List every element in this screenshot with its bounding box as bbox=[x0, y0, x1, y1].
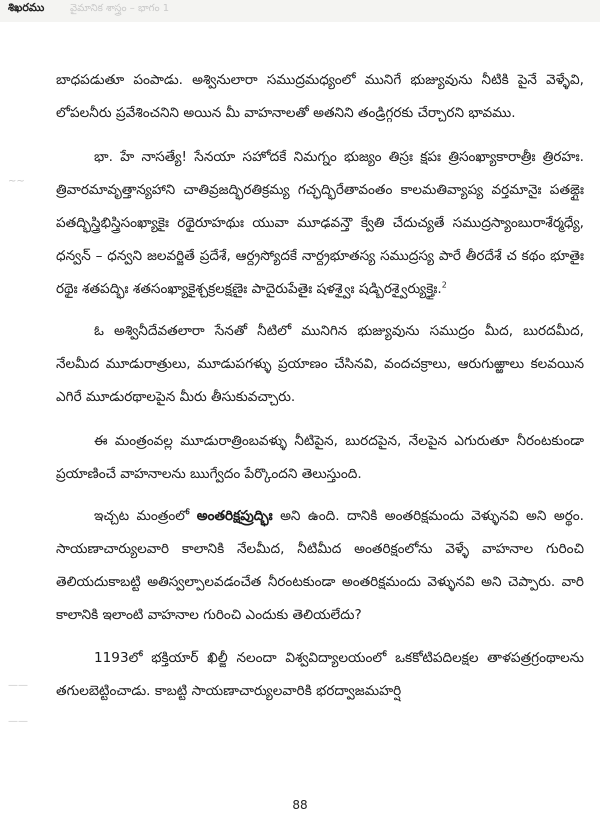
running-header-faint-text: వైమానిక శాస్త్రం – భాగం 1 bbox=[70, 3, 170, 14]
margin-bleed-mark: ~~ bbox=[8, 176, 25, 187]
paragraph-1: బాధపడుతూ పంపాడు. అశ్వినులారా సముద్రమధ్యంలో మునిగే భుజ్యువును నీటికి పైనే వెళ్ళేవి, లోపలనీరు ప్రవేశించనిని అయిన మీ వాహనాలతో అతనిని తండ్రిగ్గరకు చేర్చారని భావము. bbox=[56, 72, 584, 121]
page-header bbox=[0, 0, 600, 22]
page-body bbox=[56, 64, 584, 708]
page-number: 88 bbox=[292, 798, 308, 812]
paragraph-3: ఓ అశ్వినీదేవతలారా సేనతో నీటిలో మునిగిన భుజ్యువును సముద్రం మీద, బురదమీద, నేలమీద మూడురాత్రులు, మూడుపగళ్ళు ప్రయాణం చేసినవి, వందచక్రాలు, ఆరుగుఱ్ఱాలు కలవయిన ఎగిరే మూడురథాలపైన మీరు తీసుకువచ్చారు. bbox=[56, 323, 584, 405]
bold-term: అంతరిక్షప్రుద్భిః bbox=[196, 508, 273, 524]
margin-bleed-mark: —— bbox=[8, 716, 28, 727]
paragraph-5-before: ఇచ్చట మంత్రంలో bbox=[94, 508, 190, 524]
paragraph-4: ఈ మంత్రంవల్ల మూడురాత్రింబవళ్ళు నీటిపైన, బురదపైన, నేలపైన ఎగురుతూ నీరంటకుండా ప్రయాణించే వాహనాలను ఋగ్వేదం పేర్కొందని తెలుస్తుంది. bbox=[56, 433, 584, 482]
paragraph-2-text: భా. హే నాసత్యే! సేనయా సహోదకే నిమగ్నం భుజ్యం తిస్రః క్షపః త్రిసంఖ్యాకారాత్రీః త్రిరహః. త్రివారమావృత్తాన్యహాని చాతివ్రజద్భిరతిక్రమ్య గచ్ఛద్భిరేతావంతం కాలమతివ్యాప్య వర్తమానైః పతఙ్గైః పతద్భిస్త్రిభిస్త్రిసంఖ్యాకైః రథైరూహథుః యువా మూఢవన్తౌ క్వేతి చేదుచ్యతే సముద్రస్యాంబురాశేర్మధ్యే, ధన్వన్ – ధన్వని జలవర్జితే ప్రదేశే, ఆర్ద్రస్యోదకే నార్ద్రభూతస్య సముద్రస్య పారే తీరదేశే చ కథం భూతైః రథైః శతపద్భిః శతసంఖ్యాకైశ్చక్రలక్షణైః పాదైరుపేతైః షళశ్వైః షడ్బిరశ్వైర్యుక్తైః. bbox=[56, 149, 584, 297]
footnote-marker: 2 bbox=[441, 280, 447, 290]
paragraph-5 bbox=[56, 500, 584, 632]
paragraph-5-after: అని ఉంది. దానికి అంతరిక్షమందు వెళ్ళునవి అని అర్థం. సాయణాచార్యులవారి కాలానికి నేలమీద, నీటిమీద అంతరిక్షంలోను వెళ్ళే వాహనాల గురించి తెలియదుకాబట్టి అతిస్వల్పాలవడంచేత నీరంటకుండా అంతరిక్షమందు వెళ్ళునవి అని చెప్పారు. వారి కాలానికి ఇలాంటి వాహనాల గురించి ఎందుకు తెలియలేదు? bbox=[56, 508, 585, 623]
running-header-title: శిఖరము bbox=[8, 1, 45, 14]
paragraph-6: 1193లో భక్తియార్ ఖిల్జీ నలందా విశ్వవిద్యాలయంలో ఒకకోటిపదిలక్షల తాళపత్రగ్రంథాలను తగులబెట్టించాడు. కాబట్టి సాయణాచార్యులవారికి భరద్వాజమహర్షి bbox=[56, 650, 584, 699]
paragraph-sanskrit-commentary bbox=[56, 141, 584, 306]
margin-bleed-mark: —— bbox=[8, 680, 28, 691]
